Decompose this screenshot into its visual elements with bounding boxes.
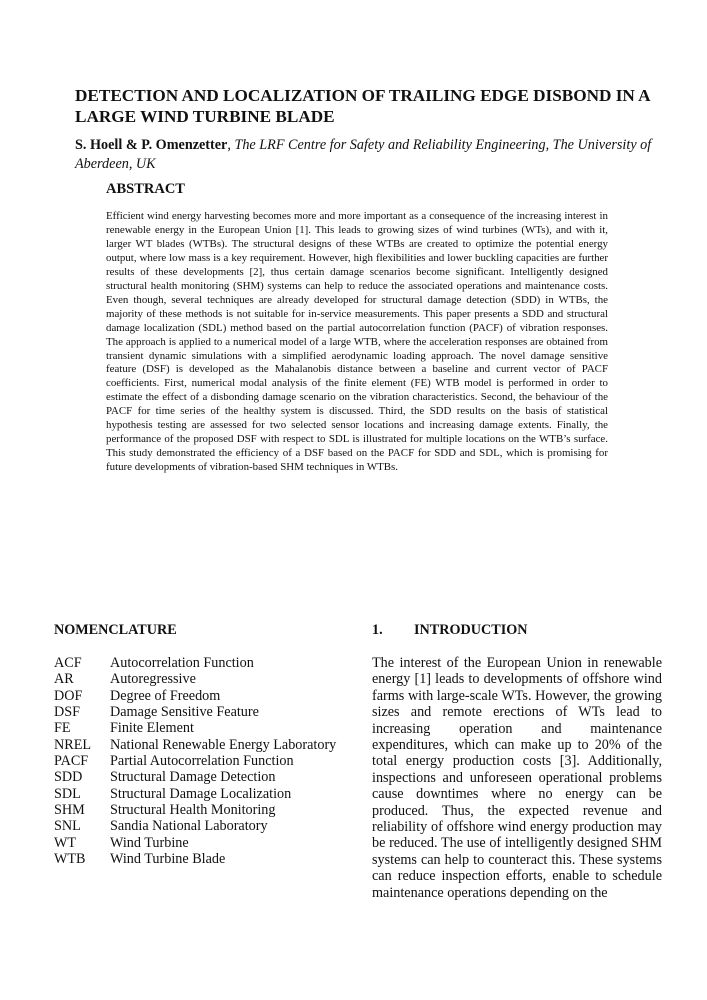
- nomenclature-definition: National Renewable Energy Laboratory: [110, 736, 337, 753]
- paper-title: DETECTION AND LOCALIZATION OF TRAILING EDGE DISBOND IN A LARGE WIND TURBINE BLADE: [75, 86, 650, 126]
- nomenclature-definition: Autoregressive: [110, 671, 196, 688]
- nomenclature-definition: Structural Damage Localization: [110, 785, 292, 802]
- nomenclature-abbr: SNL: [54, 818, 81, 835]
- author-affiliation: The LRF Centre for Safety and Reliability Engineering, The University of Aberdeen, UK: [75, 137, 652, 172]
- nomenclature-definition: Finite Element: [110, 720, 194, 737]
- section-title: INTRODUCTION: [414, 622, 528, 638]
- nomenclature-abbr: NREL: [54, 736, 92, 753]
- nomenclature-definition: Sandia National Laboratory: [110, 818, 268, 835]
- nomenclature-item: [54, 737, 354, 753]
- introduction-heading: [372, 622, 528, 639]
- abstract-text: Efficient wind energy harvesting becomes more and more important as a consequence of the increasing interest in renewable energy in the European Union [1]. This leads to growing sizes of wind turbines (WTs), and with it, larger WT blades (WTBs). The structural designs of these WTBs are created to optimize the potential energy output, where low mass is a key requirement. However, high flexibilities and lower buckling capacities are further results of these developments [2], thus certain damage scenarios become significant. Intelligently designed structural health monitoring (SHM) systems can help to reduce the associated operations and maintenance costs. Even though, several techniques are already developed for structural damage detection (SDD) in WTBs, the majority of these methods is not suitable for in-service measurements. This paper presents a SDD and structural damage localization (SDL) method based on the partial autocorrelation function (PACF) of vibration responses. The approach is applied to a numerical model of a large WTB, where the acceleration responses are obtained from transient dynamic simulations with a simplified aerodynamic loading approach. The novel damage sensitive feature (DSF) is developed as the Mahalanobis distance between a baseline and current vector of PACF coefficients. First, numerical modal analysis of the finite element (FE) WTB model is performed in order to estimate the effect of a disbonding damage scenario on the vibration characteristics. Second, the behaviour of the PACF for time series of the healthy system is discussed. Third, the SDD results on the basis of statistical hypothesis testing are assessed for two selected sensor locations and increasing damage extents. Finally, the performance of the proposed DSF with respect to SDL is illustrated for multiple locations on the WTB’s surface. This study demonstrated the efficiency of a DSF based on the PACF for SDD and SDL, which is promising for future developments of vibration-based SHM techniques in WTBs.: [106, 210, 608, 474]
- nomenclature-abbr: WTB: [54, 851, 86, 868]
- nomenclature-definition: Wind Turbine Blade: [110, 851, 226, 868]
- nomenclature-item: [54, 835, 354, 851]
- nomenclature-definition: Degree of Freedom: [110, 687, 221, 704]
- introduction-text: The interest of the European Union in renewable energy [1] leads to developments of offshore wind farms with large-scale WTs. However, the growing sizes and remote erections of WTs lead to increasing operation and maintenance expenditures, which can make up to 20% of the total energy production costs [3]. Additionally, inspections and unforeseen operational problems cause downtimes where no energy can be produced. Thus, the expected revenue and reliability of offshore wind energy production may be reduced. The use of intelligently designed SHM systems can help to counteract this. These systems can reduce inspection efforts, enable to schedule maintenance operations depending on the: [372, 655, 662, 901]
- section-number: 1.: [372, 622, 383, 638]
- nomenclature-definition: Structural Health Monitoring: [110, 802, 276, 819]
- author-names: S. Hoell & P. Omenzetter: [75, 137, 228, 153]
- nomenclature-item: [54, 655, 354, 671]
- nomenclature-item: [54, 818, 354, 834]
- nomenclature-abbr: ACF: [54, 655, 82, 671]
- nomenclature-item: [54, 786, 354, 802]
- nomenclature-list: [54, 655, 354, 867]
- nomenclature-abbr: SDD: [54, 769, 83, 786]
- nomenclature-item: [54, 769, 354, 785]
- nomenclature-item: [54, 720, 354, 736]
- nomenclature-abbr: FE: [54, 720, 71, 737]
- nomenclature-item: [54, 851, 354, 867]
- nomenclature-item: [54, 704, 354, 720]
- nomenclature-item: [54, 753, 354, 769]
- nomenclature-abbr: WT: [54, 834, 77, 851]
- nomenclature-definition: Autocorrelation Function: [110, 655, 254, 671]
- abstract-heading: ABSTRACT: [106, 181, 185, 197]
- nomenclature-definition: Damage Sensitive Feature: [110, 704, 259, 721]
- nomenclature-item: [54, 671, 354, 687]
- nomenclature-item: [54, 688, 354, 704]
- nomenclature-abbr: DOF: [54, 687, 83, 704]
- nomenclature-abbr: SHM: [54, 802, 85, 819]
- nomenclature-abbr: DSF: [54, 704, 81, 721]
- nomenclature-abbr: SDL: [54, 785, 81, 802]
- nomenclature-item: [54, 802, 354, 818]
- nomenclature-heading: NOMENCLATURE: [54, 622, 177, 638]
- nomenclature-abbr: AR: [54, 671, 74, 688]
- nomenclature-definition: Structural Damage Detection: [110, 769, 276, 786]
- nomenclature-definition: Wind Turbine: [110, 834, 189, 851]
- nomenclature-definition: Partial Autocorrelation Function: [110, 753, 294, 770]
- nomenclature-abbr: PACF: [54, 753, 89, 770]
- author-line: S. Hoell & P. Omenzetter, The LRF Centre for Safety and Reliability Engineering, The University of Aberdeen, UK: [75, 137, 652, 172]
